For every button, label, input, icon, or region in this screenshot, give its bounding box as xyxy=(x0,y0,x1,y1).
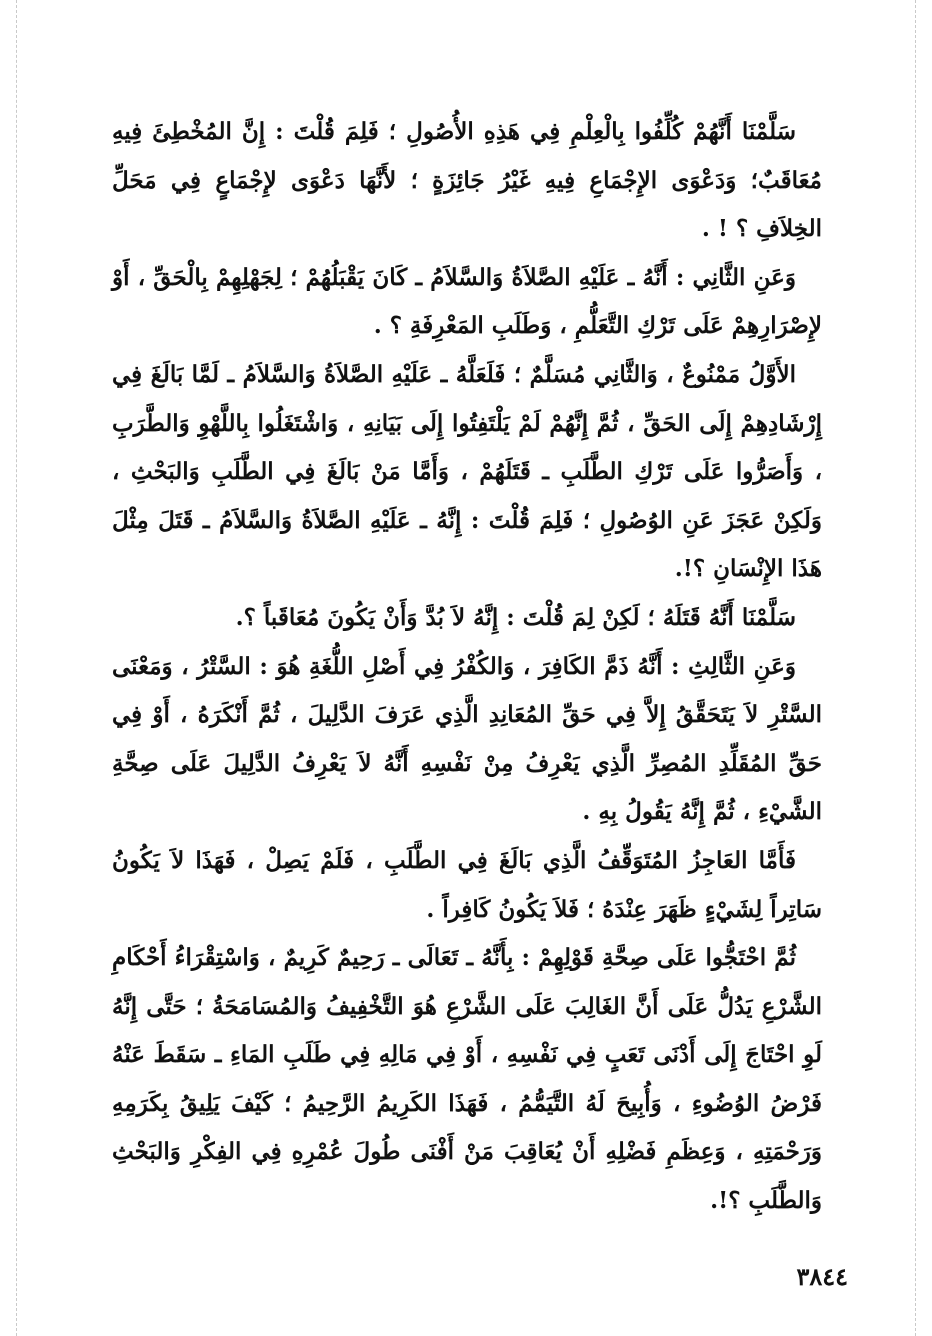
paragraph-1: سَلَّمْنَا أَنَّهُمْ كُلِّفُوا بِالْعِلْمِ فِي هَذِهِ الأُصُولِ ؛ فَلِمَ قُلْتَ : إِنَّ المُخْطِئَ فِيهِ مُعَاقَبٌ؛ وَدَعْوَى الإِجْمَاعِ فِيهِ غَيْرُ جَائِزَةٍ ؛ لأَنَّهَا دَعْوَى لإِجْمَاعٍ فِي مَحَلِّ الخِلاَفِ ؟ ! . xyxy=(112,118,822,243)
paragraph-2: وَعَنِ الثَّانِي : أَنَّهُ ـ عَلَيْهِ الصَّلاَةُ وَالسَّلاَمُ ـ كَانَ يَقْبَلُهُمْ ؛ لِجَهْلِهِمْ بِالْحَقِّ ، أَوْ لإِصْرَارِهِمْ عَلَى تَرْكِ التَّعَلُّمِ ، وَطَلَبِ المَعْرِفَةِ ؟ . xyxy=(112,263,822,340)
body-text xyxy=(112,108,822,1226)
paragraph-7: ثُمَّ احْتَجُّوا عَلَى صِحَّةِ قَوْلِهِمْ : بِأَنَّهُ ـ تَعَالَى ـ رَحِيمٌ كَرِيمٌ ، وَاسْتِقْرَاءُ أَحْكَامِ الشَّرْعِ يَدُلُّ عَلَى أَنَّ الغَالِبَ عَلَى الشَّرْعِ هُوَ التَّخْفِيفُ وَالمُسَامَحَةُ ؛ حَتَّى إِنَّهُ لَوِ احْتَاجَ إِلَى أَدْنَى تَعَبٍ فِي نَفْسِهِ ، أَوْ فِي مَالِهِ فِي طَلَبِ المَاءِ ـ سَقَطَ عَنْهُ فَرْضُ الوُضُوءِ ، وَأُبِيحَ لَهُ التَّيَمُّمُ ، فَهَذَا الكَرِيمُ الرَّحِيمُ ؛ كَيْفَ يَلِيقُ بِكَرَمِهِ وَرَحْمَتِهِ ، وَعِظَمِ فَضْلِهِ أَنْ يُعَاقِبَ مَنْ أَفْنَى طُولَ عُمْرِهِ فِي الفِكْرِ وَالبَحْثِ وَالطَّلَبِ ؟!. xyxy=(112,944,822,1215)
paragraph-6: فَأَمَّا العَاجِزُ المُتَوَقِّفُ الَّذِي بَالَغَ فِي الطَّلَبِ ، فَلَمْ يَصِلْ ، فَهَذَا لاَ يَكُونُ سَاتِراً لِشَيْءٍ ظَهَرَ عِنْدَهُ ؛ فَلاَ يَكُونُ كَافِراً . xyxy=(112,846,822,923)
right-margin-rule xyxy=(915,0,916,1336)
left-margin-rule xyxy=(16,0,17,1336)
paragraph-4: سَلَّمْنَا أَنَّهُ قَتَلَهُ ؛ لَكِنْ لِمَ قُلْتَ : إِنَّهُ لاَ بُدَّ وَأَنْ يَكُونَ مُعَاقَباً ؟. xyxy=(235,603,796,631)
paragraph-3: الأَوَّلُ مَمْنُوعٌ ، وَالثَّانِي مُسَلَّمٌ ؛ فَلَعَلَّهُ ـ عَلَيْهِ الصَّلاَةُ وَالسَّلاَمُ ـ لَمَّا بَالَغَ فِي إِرْشَادِهِمْ إِلَى الحَقِّ ، ثُمَّ إِنَّهُمْ لَمْ يَلْتَفِتُوا إِلَى بَيَانِهِ ، وَاشْتَغَلُوا بِاللَّهْوِ وَالطَّرَبِ ، وَأَصَرُّوا عَلَى تَرْكِ الطَّلَبِ ـ قَتَلَهُمْ ، وَأَمَّا مَنْ بَالَغَ فِي الطَّلَبِ وَالبَحْثِ ، وَلَكِنْ عَجَزَ عَنِ الوُصُولِ ؛ فَلِمَ قُلْتَ : إِنَّهُ ـ عَلَيْهِ الصَّلاَةُ وَالسَّلاَمُ ـ قَتَلَ مِثْلَ هَذَا الإِنْسَانِ ؟!. xyxy=(112,360,822,583)
paragraph-5: وَعَنِ الثَّالِثِ : أَنَّهُ ذَمَّ الكَافِرَ ، وَالكُفْرُ فِي أَصْلِ اللُّغَةِ هُوَ : السَّتْرُ ، وَمَعْنَى السَّتْرِ لاَ يَتَحَقَّقُ إِلاَّ فِي حَقِّ المُعَانِدِ الَّذِي عَرَفَ الدَّلِيلَ ، ثُمَّ أَنْكَرَهُ ، أَوْ فِي حَقِّ المُقَلِّدِ المُصِرِّ الَّذِي يَعْرِفُ مِنْ نَفْسِهِ أَنَّهُ لاَ يَعْرِفُ الدَّلِيلَ عَلَى صِحَّةِ الشَّيْءِ ، ثُمَّ إِنَّهُ يَقُولُ بِهِ . xyxy=(112,652,822,826)
page-number: ٣٨٤٤ xyxy=(796,1262,848,1291)
